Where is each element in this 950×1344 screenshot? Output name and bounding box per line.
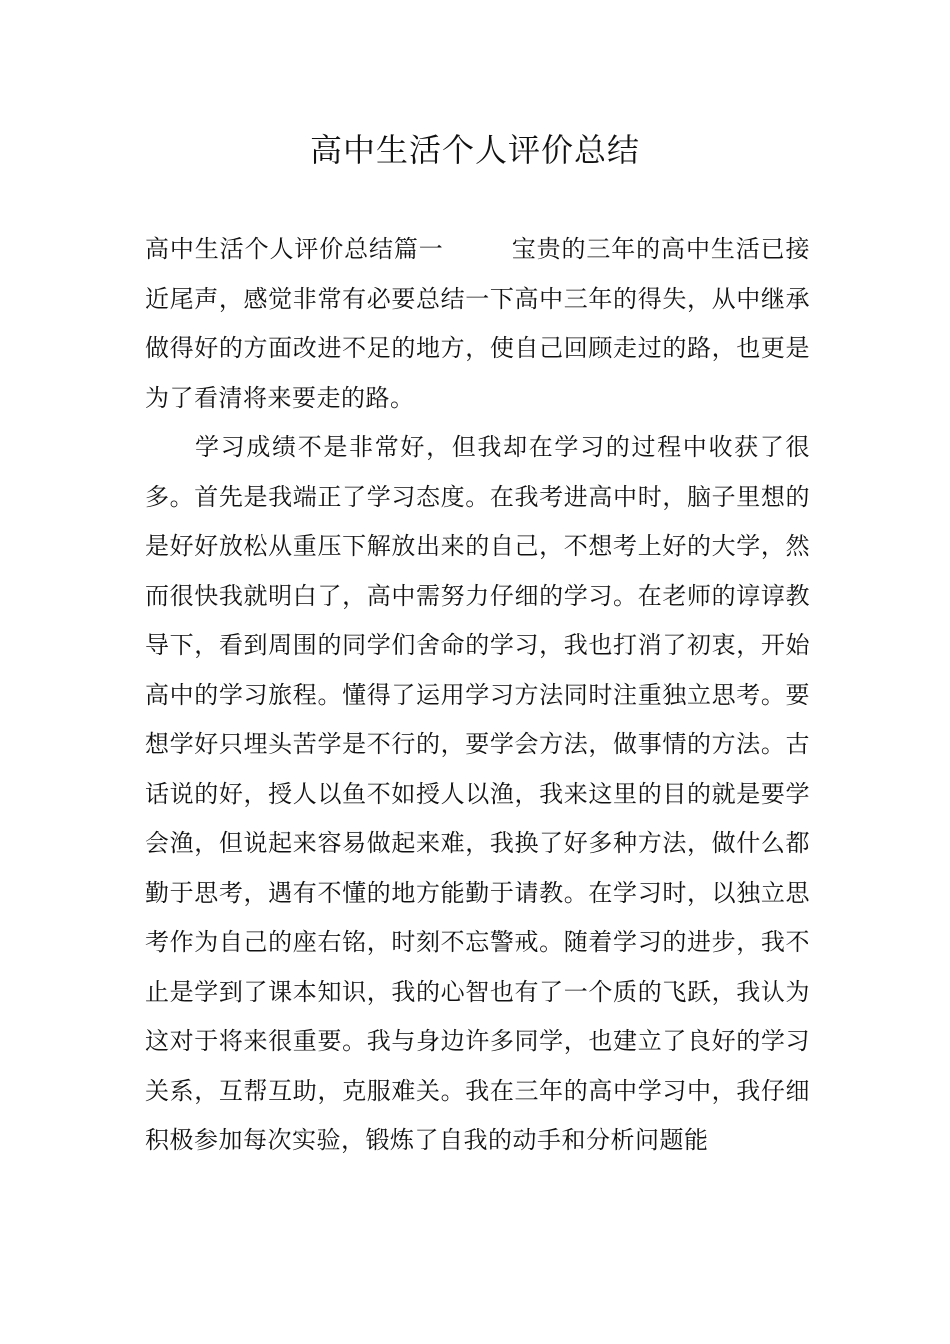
paragraph-1-text: 宝贵的三年的高中生活已接近尾声，感觉非常有必要总结一下高中三年的得失，从中继承做得好的方面改进不足的地方，使自己回顾走过的路，也更是为了看清将来要走的路。: [145, 235, 811, 412]
section-heading: 高中生活个人评价总结篇一: [145, 235, 444, 263]
paragraph-1: [145, 225, 810, 423]
document-body: [145, 225, 810, 1166]
document-title: 高中生活个人评价总结: [309, 131, 640, 169]
paragraph-2: 学习成绩不是非常好，但我却在学习的过程中收获了很多。首先是我端正了学习态度。在我考进高中时，脑子里想的是好好放松从重压下解放出来的自己，不想考上好的大学，然而很快我就明白了，高中需努力仔细的学习。在老师的谆谆教导下，看到周围的同学们舍命的学习，我也打消了初衷，开始高中的学习旅程。懂得了运用学习方法同时注重独立思考。要想学好只埋头苦学是不行的，要学会方法，做事情的方法。古话说的好，授人以鱼不如授人以渔，我来这里的目的就是要学会渔，但说起来容易做起来难，我换了好多种方法，做什么都勤于思考，遇有不懂的地方能勤于请教。在学习时，以独立思考作为自己的座右铭，时刻不忘警戒。随着学习的进步，我不止是学到了课本知识，我的心智也有了一个质的飞跃，我认为这对于将来很重要。我与身边许多同学，也建立了良好的学习关系，互帮互助，克服难关。我在三年的高中学习中，我仔细积极参加每次实验，锻炼了自我的动手和分析问题能: [145, 433, 810, 1154]
